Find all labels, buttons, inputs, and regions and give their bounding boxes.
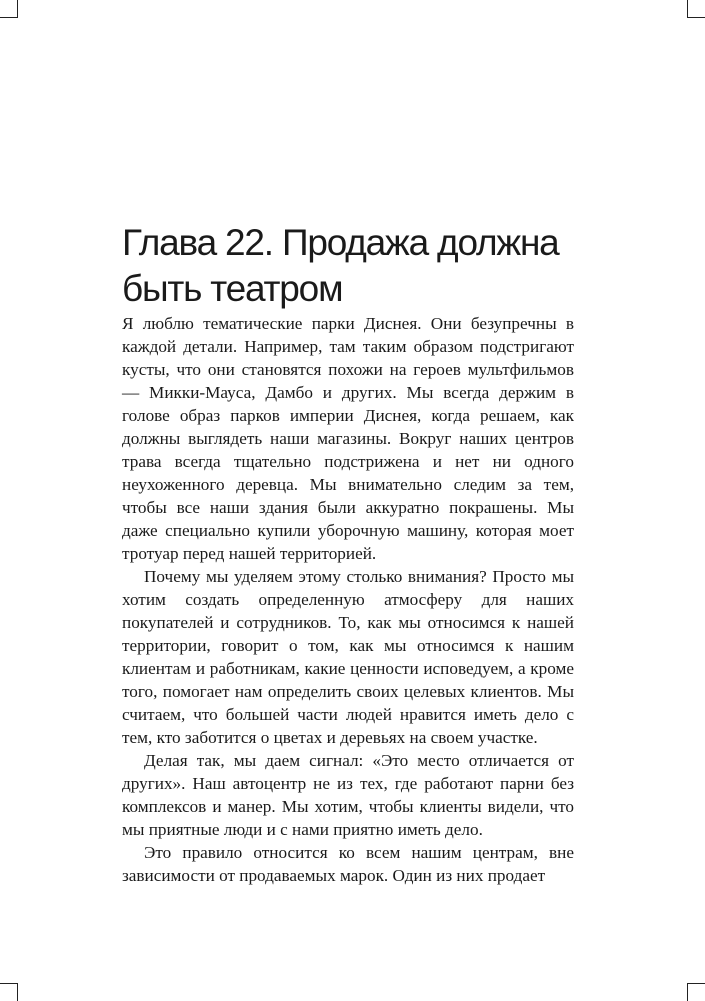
paragraph-1: Я люблю тематические парки Диснея. Они безупречны в каждой детали. Например, там таким образом подстригают кусты, что они становятся похожи на героев мультфильмов — Микки-Мауса, Дамбо и других. Мы всегда держим в голове образ парков империи Диснея, когда решаем, как должны выглядеть наши магазины. Вокруг наших центров трава всегда тщательно подстрижена и нет ни одного неухоженного деревца. Мы внимательно следим за тем, чтобы все наши здания были аккуратно покрашены. Мы даже специально купили уборочную машину, которая моет тротуар перед нашей территорией. bbox=[122, 314, 574, 563]
paragraph-2: Почему мы уделяем этому столько внимания? Просто мы хотим создать определенную атмосферу для наших покупателей и сотрудников. То, как мы относимся к нашей территории, говорит о том, как мы относимся к нашим клиентам и работникам, какие ценности исповедуем, а кроме того, помогает нам определить своих целевых клиентов. Мы считаем, что большей части людей нравится иметь дело с тем, кто заботится о цветах и деревьях на своем участке. bbox=[122, 567, 574, 747]
crop-mark-top-left-horizontal bbox=[0, 17, 18, 18]
crop-mark-bottom-left bbox=[17, 983, 18, 1001]
crop-mark-top-right-horizontal bbox=[687, 17, 705, 18]
crop-mark-top-right bbox=[687, 0, 688, 18]
crop-mark-top-left bbox=[17, 0, 18, 18]
chapter-body bbox=[122, 312, 574, 887]
chapter-title: Глава 22. Продажа должна быть театром bbox=[122, 222, 559, 309]
paragraph-4: Это правило относится ко всем нашим центрам, вне зависимости от продаваемых марок. Один из них продает bbox=[122, 843, 574, 885]
crop-mark-bottom-right bbox=[687, 983, 688, 1001]
paragraph-3: Делая так, мы даем сигнал: «Это место отличается от других». Наш автоцентр не из тех, где работают парни без комплексов и манер. Мы хотим, чтобы клиенты видели, что мы приятные люди и с нами приятно иметь дело. bbox=[122, 751, 574, 839]
crop-mark-bottom-left-horizontal bbox=[0, 983, 18, 984]
crop-mark-bottom-right-horizontal bbox=[687, 983, 705, 984]
